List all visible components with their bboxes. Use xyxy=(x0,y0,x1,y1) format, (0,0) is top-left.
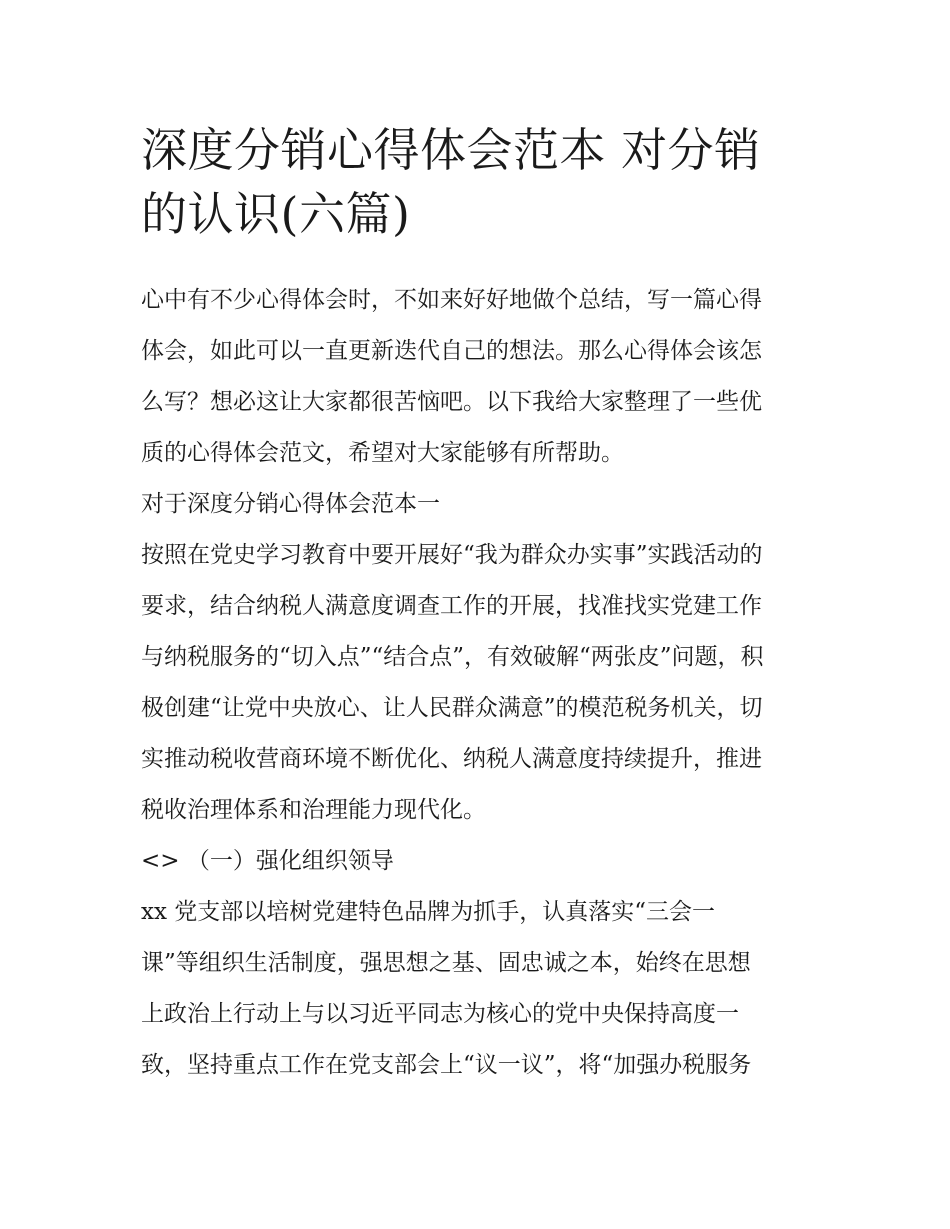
intro-paragraph xyxy=(141,275,821,479)
text-line: 税收治理体系和治理能力现代化。 xyxy=(141,797,486,823)
body-paragraph xyxy=(141,530,821,836)
text-line: 对于深度分销心得体会范本一 xyxy=(141,491,440,517)
text-line: 按照在党史学习教育中要开展好“我为群众办实事”实践活动的 xyxy=(141,542,763,568)
text-line: 致，坚持重点工作在党支部会上“议一议”，将“加强办税服务 xyxy=(141,1052,752,1078)
subheading xyxy=(141,836,821,887)
title-line: 的认识(六篇) xyxy=(141,187,411,241)
text-line: 上政治上行动上与以习近平同志为核心的党中央保持高度一 xyxy=(141,1001,739,1027)
text-line: 极创建“让党中央放心、让人民群众满意”的模范税务机关，切 xyxy=(141,695,763,721)
text-line: 与纳税服务的“切入点”“结合点”，有效破解“两张皮”问题，积 xyxy=(141,644,764,670)
section-heading xyxy=(141,479,821,530)
body-paragraph xyxy=(141,887,821,1091)
text-line: 实推动税收营商环境不断优化、纳税人满意度持续提升，推进 xyxy=(141,746,762,772)
text-line: 体会，如此可以一直更新迭代自己的想法。那么心得体会该怎 xyxy=(141,338,762,364)
text-line: <> （一）强化组织领导 xyxy=(141,848,394,874)
text-line: xx 党支部以培树党建特色品牌为抓手，认真落实“三会一 xyxy=(141,899,716,925)
text-line: 么写？想必这让大家都很苦恼吧。以下我给大家整理了一些优 xyxy=(141,389,762,415)
text-line: 心中有不少心得体会时，不如来好好地做个总结，写一篇心得 xyxy=(141,287,762,313)
document-title xyxy=(141,118,821,246)
text-line: 要求，结合纳税人满意度调查工作的开展，找准找实党建工作 xyxy=(141,593,762,619)
text-line: 课”等组织生活制度，强思想之基、固忠诚之本，始终在思想 xyxy=(141,950,751,976)
text-line: 质的心得体会范文，希望对大家能够有所帮助。 xyxy=(141,440,624,466)
title-line: 深度分销心得体会范本 对分销 xyxy=(141,123,761,177)
